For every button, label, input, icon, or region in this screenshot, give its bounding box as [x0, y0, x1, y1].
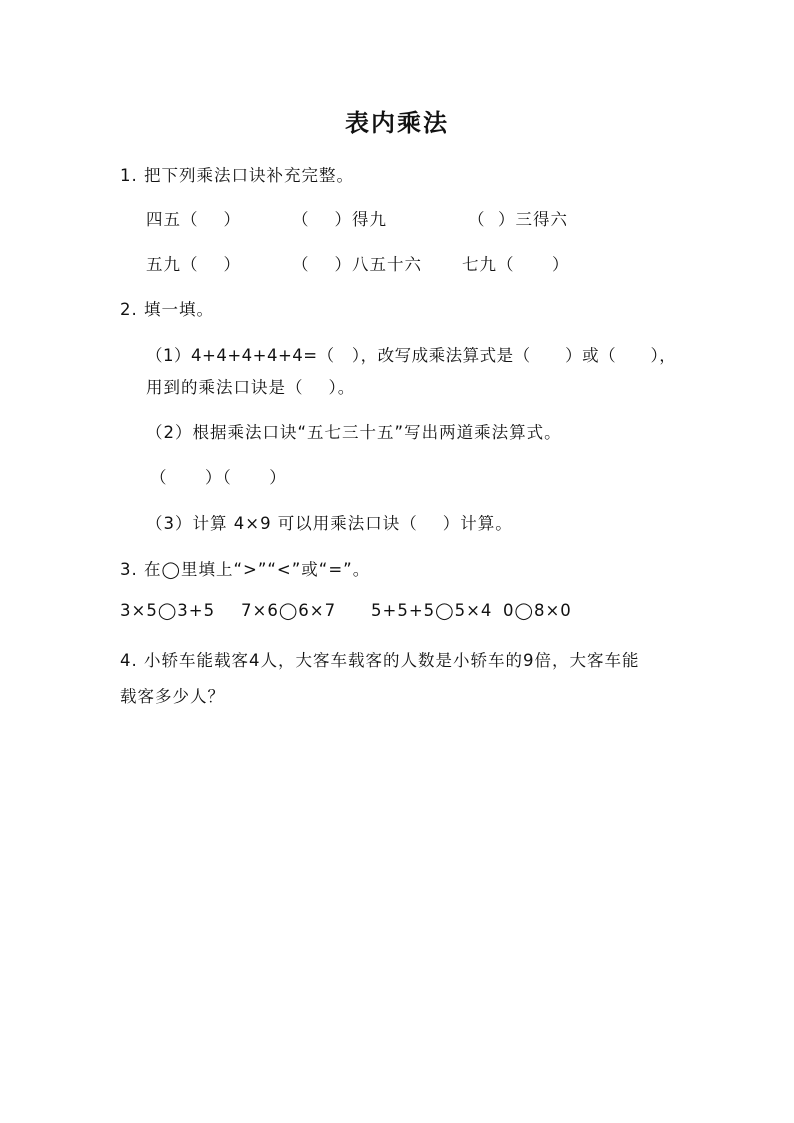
q1-item: 四五（ ） — [146, 210, 241, 229]
q2-part-2-blanks: （ ）（ ） — [150, 468, 287, 487]
question-2-heading: 2. 填一填。 — [120, 300, 214, 319]
q3-item: 5+5+5◯5×4 — [371, 601, 493, 620]
q2-part-2: （2）根据乘法口诀“五七三十五”写出两道乘法算式。 — [146, 423, 562, 442]
question-1-heading: 1. 把下列乘法口诀补充完整。 — [120, 166, 354, 185]
q1-item: 五九（ ） — [146, 255, 241, 274]
q1-item: （ ）三得六 — [468, 210, 568, 229]
q2-part-1-line-1: （1）4+4+4+4+4=（ ），改写成乘法算式是（ ）或（ ）， — [146, 346, 677, 365]
q2-part-3: （3）计算 4×9 可以用乘法口诀（ ）计算。 — [146, 514, 513, 533]
question-4-line-2: 载客多少人？ — [120, 687, 225, 706]
q3-item: 0◯8×0 — [503, 601, 572, 620]
q3-item: 3×5◯3+5 — [120, 601, 216, 620]
q3-item: 7×6◯6×7 — [241, 601, 337, 620]
q2-part-1-line-2: 用到的乘法口诀是（ ）。 — [146, 378, 356, 397]
q1-item: （ ）八五十六 — [292, 255, 422, 274]
q1-item: （ ）得九 — [292, 210, 387, 229]
q1-item: 七九（ ） — [462, 255, 570, 274]
page-title: 表内乘法 — [345, 108, 449, 137]
question-4-line-1: 4. 小轿车能载客4人，大客车载客的人数是小轿车的9倍，大客车能 — [120, 651, 640, 670]
question-3-heading: 3. 在◯里填上“>”“<”或“=”。 — [120, 560, 371, 579]
